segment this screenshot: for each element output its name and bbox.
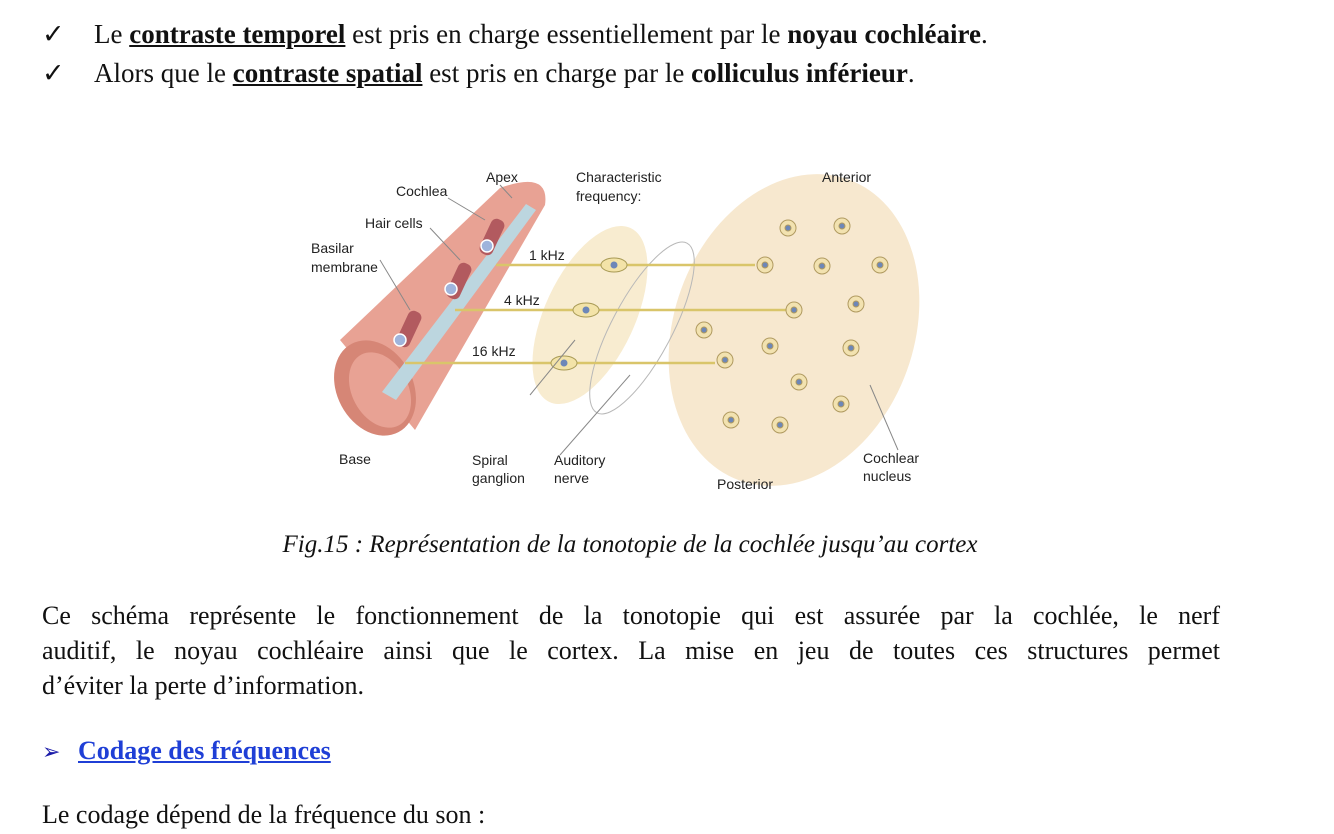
bullet-term: contraste spatial: [232, 58, 423, 88]
nucleus-cell: [843, 340, 859, 356]
label-4khz: 4 kHz: [504, 292, 540, 308]
nucleus-cell: [780, 220, 796, 236]
nucleus-cell: [696, 322, 712, 338]
bullet-term: contraste temporel: [129, 19, 346, 49]
label-auditory: Auditory: [554, 452, 606, 468]
bullet-temporal-contrast: [42, 18, 988, 50]
nucleus-cell: [723, 412, 739, 428]
nucleus-cell: [791, 374, 807, 390]
nucleus-cell: [786, 302, 802, 318]
cochlear-nucleus-shape: [627, 160, 940, 500]
label-anterior: Anterior: [822, 169, 872, 185]
label-cochlear: Cochlear: [863, 450, 920, 466]
label-16khz: 16 kHz: [472, 343, 516, 359]
label-base: Base: [339, 451, 371, 467]
checkmark-icon: ✓: [42, 19, 65, 49]
bullet-text: est pris en charge par le: [422, 58, 692, 88]
tonotopy-figure: [300, 160, 940, 500]
paragraph-line: auditif, le noyau cochléaire ainsi que le cortex. La mise en jeu de toutes ces structures permet: [42, 636, 1220, 665]
figure-caption: Fig.15 : Représentation de la tonotopie de la cochlée jusqu’au cortex: [282, 531, 978, 558]
section-heading: [42, 736, 331, 766]
bullet-text: Alors que le: [94, 58, 233, 88]
label-ganglion: ganglion: [472, 470, 525, 486]
nucleus-cell: [834, 218, 850, 234]
bullet-text: Le: [94, 19, 130, 49]
label-1khz: 1 kHz: [529, 247, 565, 263]
nucleus-cell: [772, 417, 788, 433]
label-membrane: membrane: [311, 259, 378, 275]
body-paragraph: [42, 598, 1220, 703]
nucleus-cell: [717, 352, 733, 368]
checkmark-icon: ✓: [42, 58, 65, 88]
bullet-target: noyau cochléaire: [787, 19, 981, 49]
label-nerve: nerve: [554, 470, 590, 486]
label-basilar: Basilar: [311, 240, 354, 256]
bullet-text: est pris en charge essentiellement par le: [345, 19, 788, 49]
label-characteristic: Characteristic: [576, 169, 662, 185]
label-posterior: Posterior: [717, 476, 774, 492]
section-title-link[interactable]: Codage des fréquences: [78, 736, 331, 765]
paragraph-line: Ce schéma représente le fonctionnement de la tonotopie qui est assurée par la cochlée, le nerf: [42, 601, 1220, 630]
bullet-target: colliculus inférieur: [691, 58, 908, 88]
label-spiral: Spiral: [472, 452, 508, 468]
bullet-text: .: [907, 58, 915, 88]
label-frequency: frequency:: [576, 188, 642, 204]
nucleus-cell: [848, 296, 864, 312]
ganglion-neuron: [601, 258, 627, 272]
label-apex: Apex: [486, 169, 518, 185]
ganglion-neuron: [573, 303, 599, 317]
nucleus-cell: [757, 257, 773, 273]
paragraph-line: d’éviter la perte d’information.: [42, 671, 364, 700]
bullet-text: .: [980, 19, 988, 49]
nucleus-cell: [872, 257, 888, 273]
body-text: Le codage dépend de la fréquence du son :: [42, 800, 486, 829]
label-nucleus: nucleus: [863, 468, 912, 484]
arrow-bullet-icon: ➢: [42, 739, 61, 764]
label-hair-cells: Hair cells: [365, 215, 423, 231]
nucleus-cell: [762, 338, 778, 354]
nucleus-cell: [814, 258, 830, 274]
ganglion-neuron: [551, 356, 577, 370]
bullet-spatial-contrast: [42, 57, 915, 89]
label-cochlea: Cochlea: [396, 183, 448, 199]
nucleus-cell: [833, 396, 849, 412]
